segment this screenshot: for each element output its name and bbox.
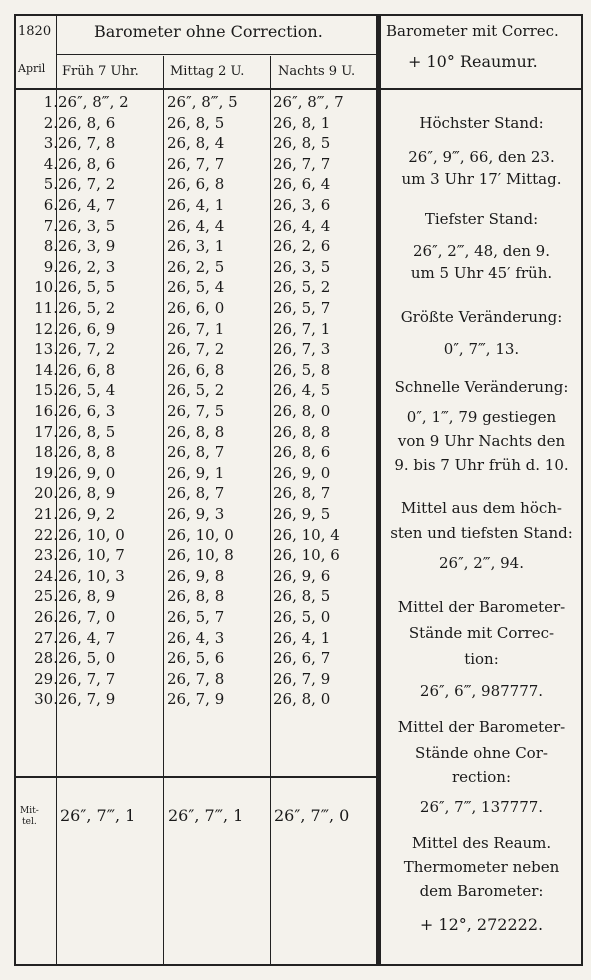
- noon-cell: 26, 5, 7: [167, 608, 225, 626]
- morning-cell: 26, 7, 9: [58, 690, 116, 709]
- night-cell: 26, 9, 6: [273, 566, 331, 585]
- table-row: [14, 545, 376, 566]
- table-row: [14, 586, 376, 607]
- night-cell: 26, 8, 5: [273, 134, 331, 153]
- day-cell: 4.: [43, 154, 58, 173]
- table-row: [14, 483, 376, 504]
- mid-hl-line-1: Mittel aus dem höch-: [400, 499, 562, 517]
- thermo-line-2: Thermometer neben: [403, 858, 560, 876]
- morning-cell: 26, 8, 6: [58, 154, 116, 173]
- table-row: [14, 422, 376, 443]
- day-cell: 29.: [34, 669, 58, 688]
- fast-line-2: von 9 Uhr Nachts den: [397, 432, 566, 450]
- table-row: [14, 298, 376, 319]
- noon-cell: 26, 9, 1: [167, 463, 225, 482]
- night-cell: 26, 5, 0: [273, 608, 331, 626]
- divider-side-header: [381, 88, 583, 90]
- lowest-label: Tiefster Stand:: [424, 210, 539, 228]
- year-label: 1820: [18, 24, 52, 39]
- day-cell: 22.: [34, 525, 58, 544]
- morning-cell: 26, 7, 8: [58, 134, 116, 153]
- mean-nocorr-line-3: rection:: [451, 768, 512, 786]
- day-cell: 1.: [43, 93, 58, 111]
- morning-cell: 26, 3, 9: [58, 237, 116, 256]
- noon-cell: 26″, 8‴, 5: [167, 93, 238, 111]
- noon-cell: 26, 8, 8: [167, 422, 225, 441]
- day-cell: 27.: [34, 628, 58, 647]
- noon-cell: 26, 8, 7: [167, 484, 225, 503]
- table-row: [14, 236, 376, 257]
- noon-cell: 26, 4, 1: [167, 196, 225, 214]
- morning-cell: 26, 5, 4: [58, 381, 116, 400]
- table-row: [14, 689, 376, 710]
- night-cell: 26, 8, 6: [273, 443, 331, 462]
- divider-header-mid: [56, 54, 376, 55]
- mean-corr-line-3: tion:: [464, 650, 499, 668]
- night-cell: 26, 4, 1: [273, 628, 331, 647]
- morning-cell: 26, 7, 2: [58, 175, 116, 194]
- title-right-2: + 10° Reaumur.: [408, 52, 538, 71]
- noon-cell: 26, 10, 0: [167, 525, 234, 544]
- day-cell: 19.: [34, 463, 58, 482]
- morning-cell: 26, 8, 9: [58, 484, 116, 503]
- morning-cell: 26, 10, 0: [58, 525, 125, 544]
- noon-cell: 26, 3, 1: [167, 237, 225, 256]
- night-cell: 26, 6, 4: [273, 175, 331, 194]
- table-row: [14, 463, 376, 484]
- night-cell: 26, 8, 5: [273, 587, 331, 606]
- noon-cell: 26, 9, 3: [167, 505, 225, 523]
- table-row: [14, 319, 376, 340]
- day-cell: 12.: [34, 319, 58, 338]
- day-cell: 10.: [34, 278, 58, 297]
- night-cell: 26, 7, 9: [273, 669, 331, 688]
- morning-cell: 26, 8, 9: [58, 587, 116, 606]
- day-cell: 11.: [34, 299, 58, 317]
- night-cell: 26, 8, 0: [273, 690, 331, 709]
- night-cell: 26, 9, 0: [273, 463, 331, 482]
- morning-cell: 26, 6, 9: [58, 319, 116, 338]
- mittel-label-2: tel.: [22, 817, 37, 827]
- day-cell: 24.: [34, 566, 58, 585]
- noon-cell: 26, 8, 8: [167, 587, 225, 606]
- table-row: [14, 174, 376, 195]
- highest-time: um 3 Uhr 17′ Mittag.: [401, 170, 562, 188]
- mean-nocorr-value: 26″, 7‴, 137777.: [419, 798, 544, 816]
- mittel-night: 26″, 7‴, 0: [274, 806, 350, 825]
- morning-cell: 26″, 8‴, 2: [58, 93, 129, 111]
- day-cell: 8.: [43, 237, 58, 256]
- noon-cell: 26, 5, 4: [167, 278, 225, 297]
- col-header-morning: Früh 7 Uhr.: [62, 64, 139, 79]
- lowest-value: 26″, 2‴, 48, den 9.: [413, 242, 550, 260]
- greatest-label: Größte Veränderung:: [400, 308, 563, 326]
- day-cell: 30.: [34, 690, 58, 709]
- morning-cell: 26, 7, 7: [58, 669, 116, 688]
- morning-cell: 26, 8, 5: [58, 422, 116, 441]
- noon-cell: 26, 7, 1: [167, 319, 225, 338]
- night-cell: 26, 10, 6: [273, 546, 340, 565]
- day-cell: 3.: [43, 134, 58, 153]
- noon-cell: 26, 7, 7: [167, 154, 225, 173]
- night-cell: 26, 8, 1: [273, 113, 331, 132]
- morning-cell: 26, 7, 2: [58, 340, 116, 359]
- table-row: [14, 628, 376, 649]
- morning-cell: 26, 5, 2: [58, 299, 116, 317]
- month-label: April: [18, 62, 46, 75]
- night-cell: 26, 6, 7: [273, 649, 331, 668]
- noon-cell: 26, 6, 8: [167, 360, 225, 379]
- morning-cell: 26, 8, 8: [58, 443, 116, 462]
- noon-cell: 26, 2, 5: [167, 257, 225, 276]
- title-right-1: Barometer mit Correc.: [386, 22, 559, 40]
- day-cell: 17.: [34, 422, 58, 441]
- day-cell: 9.: [43, 257, 58, 276]
- noon-cell: 26, 4, 3: [167, 628, 225, 647]
- day-cell: 18.: [34, 443, 58, 462]
- table-row: [14, 380, 376, 401]
- lowest-time: um 5 Uhr 45′ früh.: [410, 264, 553, 282]
- fast-line-3: 9. bis 7 Uhr früh d. 10.: [394, 456, 569, 474]
- divider-mittel: [14, 776, 376, 778]
- night-cell: 26, 3, 5: [273, 257, 331, 276]
- day-cell: 21.: [34, 505, 58, 523]
- table-row: [14, 277, 376, 298]
- night-cell: 26, 8, 8: [273, 422, 331, 441]
- night-cell: 26, 7, 1: [273, 319, 331, 338]
- night-cell: 26, 5, 2: [273, 278, 331, 297]
- morning-cell: 26, 6, 3: [58, 402, 116, 420]
- day-cell: 25.: [34, 587, 58, 606]
- morning-cell: 26, 4, 7: [58, 196, 116, 214]
- table-row: [14, 339, 376, 360]
- noon-cell: 26, 5, 2: [167, 381, 225, 400]
- table-row: [14, 92, 376, 113]
- day-cell: 26.: [34, 608, 58, 626]
- greatest-value: 0″, 7‴, 13.: [443, 340, 520, 358]
- mittel-morning: 26″, 7‴, 1: [60, 806, 136, 825]
- night-cell: 26, 5, 7: [273, 299, 331, 317]
- divider-header-bottom: [14, 88, 376, 90]
- noon-cell: 26, 7, 2: [167, 340, 225, 359]
- mean-nocorr-line-1: Mittel der Barometer-: [397, 718, 566, 736]
- noon-cell: 26, 9, 8: [167, 566, 225, 585]
- day-cell: 15.: [34, 381, 58, 400]
- morning-cell: 26, 9, 2: [58, 505, 116, 523]
- table-row: [14, 195, 376, 216]
- night-cell: 26, 2, 6: [273, 237, 331, 256]
- fast-label: Schnelle Veränderung:: [394, 378, 569, 396]
- morning-cell: 26, 2, 3: [58, 257, 116, 276]
- morning-cell: 26, 3, 5: [58, 216, 116, 235]
- table-row: [14, 566, 376, 587]
- mean-corr-line-1: Mittel der Barometer-: [397, 598, 566, 616]
- mittel-noon: 26″, 7‴, 1: [168, 806, 244, 825]
- day-cell: 7.: [43, 216, 58, 235]
- table-row: [14, 216, 376, 237]
- table-row: [14, 669, 376, 690]
- night-cell: 26, 8, 0: [273, 402, 331, 420]
- thermo-line-3: dem Barometer:: [419, 882, 544, 900]
- table-row: [14, 525, 376, 546]
- day-cell: 28.: [34, 649, 58, 668]
- mittel-label-1: Mit-: [20, 806, 39, 816]
- night-cell: 26, 8, 7: [273, 484, 331, 503]
- table-row: [14, 113, 376, 134]
- table-row: [14, 360, 376, 381]
- night-cell: 26, 4, 5: [273, 381, 331, 400]
- day-cell: 23.: [34, 546, 58, 565]
- day-cell: 6.: [43, 196, 58, 214]
- highest-label: Höchster Stand:: [419, 114, 544, 132]
- mid-hl-value: 26″, 2‴, 94.: [439, 554, 524, 572]
- table-row: [14, 442, 376, 463]
- noon-cell: 26, 5, 6: [167, 649, 225, 668]
- morning-cell: 26, 10, 7: [58, 546, 125, 565]
- noon-cell: 26, 6, 0: [167, 299, 225, 317]
- day-cell: 16.: [34, 402, 58, 420]
- night-cell: 26, 5, 8: [273, 360, 331, 379]
- title-left: Barometer ohne Correction.: [94, 22, 323, 41]
- morning-cell: 26, 7, 0: [58, 608, 116, 626]
- morning-cell: 26, 5, 5: [58, 278, 116, 297]
- morning-cell: 26, 4, 7: [58, 628, 116, 647]
- noon-cell: 26, 8, 7: [167, 443, 225, 462]
- noon-cell: 26, 4, 4: [167, 216, 225, 235]
- night-cell: 26, 9, 5: [273, 505, 331, 523]
- table-row: [14, 504, 376, 525]
- noon-cell: 26, 10, 8: [167, 546, 234, 565]
- night-cell: 26″, 8‴, 7: [273, 93, 344, 111]
- mean-corr-line-2: Stände mit Correc-: [408, 624, 555, 642]
- day-cell: 20.: [34, 484, 58, 503]
- table-row: [14, 607, 376, 628]
- table-row: [14, 401, 376, 422]
- col-header-noon: Mittag 2 U.: [170, 64, 245, 79]
- thermo-line-1: Mittel des Reaum.: [411, 834, 552, 852]
- morning-cell: 26, 6, 8: [58, 360, 116, 379]
- day-cell: 2.: [43, 113, 58, 132]
- thermo-value: + 12°, 272222.: [419, 915, 544, 934]
- night-cell: 26, 3, 6: [273, 196, 331, 214]
- table-row: [14, 154, 376, 175]
- night-cell: 26, 10, 4: [273, 525, 340, 544]
- morning-cell: 26, 5, 0: [58, 649, 116, 668]
- table-row: [14, 133, 376, 154]
- morning-cell: 26, 10, 3: [58, 566, 125, 585]
- day-cell: 13.: [34, 340, 58, 359]
- morning-cell: 26, 8, 6: [58, 113, 116, 132]
- night-cell: 26, 7, 7: [273, 154, 331, 173]
- noon-cell: 26, 7, 5: [167, 402, 225, 420]
- table-row: [14, 648, 376, 669]
- mean-nocorr-line-2: Stände ohne Cor-: [415, 744, 548, 762]
- noon-cell: 26, 7, 9: [167, 690, 225, 709]
- col-header-night: Nachts 9 U.: [278, 64, 356, 79]
- noon-cell: 26, 7, 8: [167, 669, 225, 688]
- highest-value: 26″, 9‴, 66, den 23.: [408, 148, 555, 166]
- night-cell: 26, 7, 3: [273, 340, 331, 359]
- mean-corr-value: 26″, 6‴, 987777.: [419, 682, 544, 700]
- morning-cell: 26, 9, 0: [58, 463, 116, 482]
- table-row: [14, 257, 376, 278]
- day-cell: 5.: [43, 175, 58, 194]
- noon-cell: 26, 8, 4: [167, 134, 225, 153]
- night-cell: 26, 4, 4: [273, 216, 331, 235]
- day-cell: 14.: [34, 360, 58, 379]
- mid-hl-line-2: sten und tiefsten Stand:: [390, 524, 573, 542]
- noon-cell: 26, 6, 8: [167, 175, 225, 194]
- fast-line-1: 0″, 1‴, 79 gestiegen: [406, 408, 557, 426]
- noon-cell: 26, 8, 5: [167, 113, 225, 132]
